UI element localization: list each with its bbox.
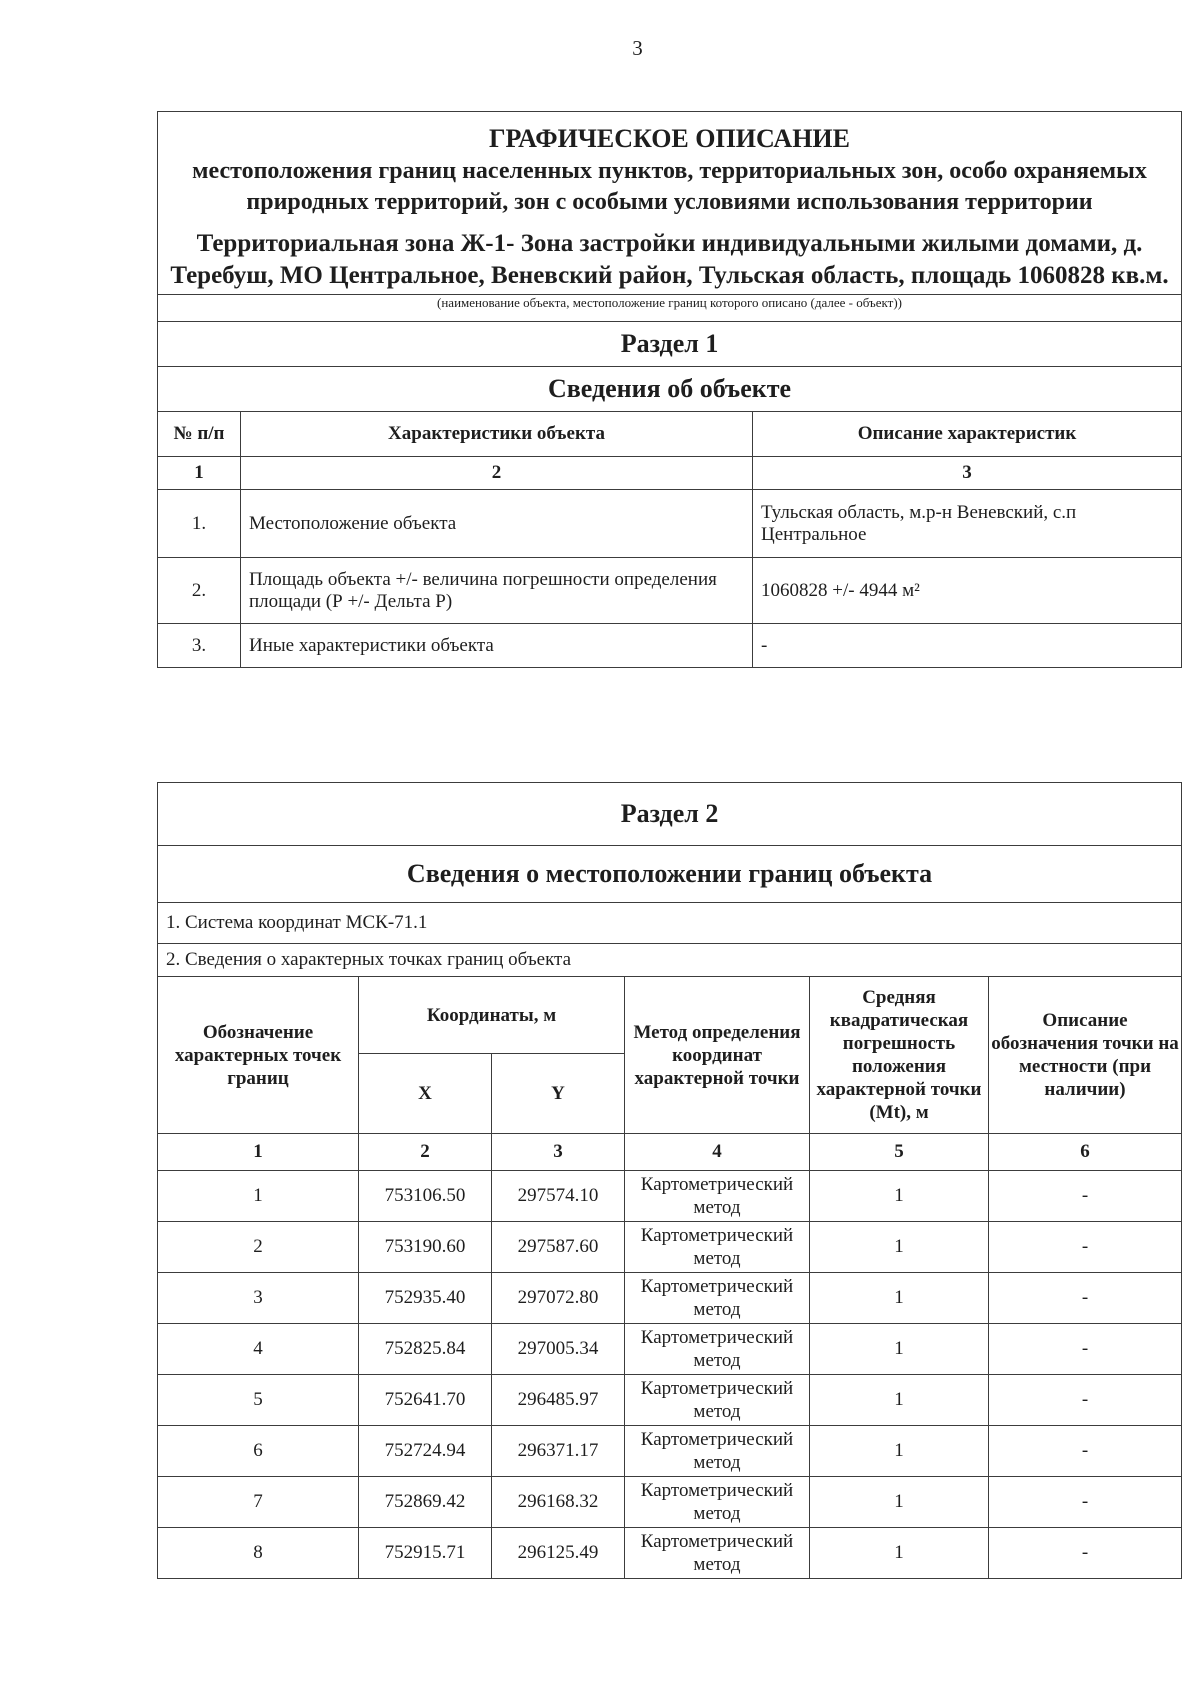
col-description-header: Описание обозначения точки на местности (при наличии) <box>989 977 1182 1134</box>
row-number: 3. <box>158 624 241 668</box>
table-row <box>158 490 1182 558</box>
s2-col-index: 6 <box>989 1134 1182 1171</box>
page-number: 3 <box>632 36 643 60</box>
s2-col-index: 5 <box>810 1134 989 1171</box>
point-y: 296485.97 <box>492 1375 625 1426</box>
point-description: - <box>989 1222 1182 1273</box>
point-y: 297005.34 <box>492 1324 625 1375</box>
point-method: Картометрический метод <box>625 1222 810 1273</box>
table-row <box>158 558 1182 624</box>
point-x: 753190.60 <box>359 1222 492 1273</box>
point-id: 8 <box>158 1528 359 1579</box>
row-description: 1060828 +/- 4944 м² <box>753 558 1182 624</box>
point-method: Картометрический метод <box>625 1171 810 1222</box>
point-description: - <box>989 1426 1182 1477</box>
document-header <box>158 112 1182 295</box>
point-x: 752641.70 <box>359 1375 492 1426</box>
point-description: - <box>989 1477 1182 1528</box>
section2-title: Сведения о местоположении границ объекта <box>158 846 1182 903</box>
point-id: 5 <box>158 1375 359 1426</box>
point-accuracy: 1 <box>810 1375 989 1426</box>
col-x-header: X <box>359 1054 492 1134</box>
point-accuracy: 1 <box>810 1477 989 1528</box>
point-description: - <box>989 1171 1182 1222</box>
document-subtitle: местоположения границ населенных пунктов, территориальных зон, особо охраняемых природных территорий, зон с особыми условиями использования территории <box>192 158 1147 215</box>
table-row <box>158 1528 1182 1579</box>
point-y: 297587.60 <box>492 1222 625 1273</box>
table-row <box>158 1324 1182 1375</box>
s1-col-description-header: Описание характеристик <box>753 412 1182 457</box>
row-characteristic: Площадь объекта +/- величина погрешности определения площади (Р +/- Дельта Р) <box>241 558 753 624</box>
point-accuracy: 1 <box>810 1273 989 1324</box>
table-row <box>158 624 1182 668</box>
s1-col-index: 2 <box>241 457 753 490</box>
point-method: Картометрический метод <box>625 1426 810 1477</box>
col-designation-header: Обозначение характерных точек границ <box>158 977 359 1134</box>
point-description: - <box>989 1273 1182 1324</box>
boundary-location-table <box>157 782 1182 1579</box>
s1-col-characteristic-header: Характеристики объекта <box>241 412 753 457</box>
section1-label: Раздел 1 <box>158 322 1182 367</box>
row-number: 2. <box>158 558 241 624</box>
point-accuracy: 1 <box>810 1426 989 1477</box>
section2-label: Раздел 2 <box>158 783 1182 846</box>
point-id: 7 <box>158 1477 359 1528</box>
col-accuracy-header: Средняя квадратическая погрешность положения характерной точки (Mt), м <box>810 977 989 1134</box>
point-y: 296125.49 <box>492 1528 625 1579</box>
point-id: 3 <box>158 1273 359 1324</box>
point-x: 752724.94 <box>359 1426 492 1477</box>
s2-col-index: 2 <box>359 1134 492 1171</box>
point-y: 297072.80 <box>492 1273 625 1324</box>
point-id: 2 <box>158 1222 359 1273</box>
point-id: 6 <box>158 1426 359 1477</box>
point-x: 752935.40 <box>359 1273 492 1324</box>
point-accuracy: 1 <box>810 1222 989 1273</box>
point-y: 296168.32 <box>492 1477 625 1528</box>
row-characteristic: Иные характеристики объекта <box>241 624 753 668</box>
point-method: Картометрический метод <box>625 1273 810 1324</box>
point-x: 752915.71 <box>359 1528 492 1579</box>
point-x: 752869.42 <box>359 1477 492 1528</box>
point-description: - <box>989 1324 1182 1375</box>
point-x: 752825.84 <box>359 1324 492 1375</box>
point-description: - <box>989 1375 1182 1426</box>
table-row <box>158 1273 1182 1324</box>
object-description-table <box>157 111 1182 668</box>
object-name-note: (наименование объекта, местоположение границ которого описано (далее - объект)) <box>158 295 1182 322</box>
col-method-header: Метод определения координат характерной точки <box>625 977 810 1134</box>
point-y: 297574.10 <box>492 1171 625 1222</box>
table-row <box>158 1171 1182 1222</box>
point-method: Картометрический метод <box>625 1477 810 1528</box>
s2-col-index: 4 <box>625 1134 810 1171</box>
coordinate-system: 1. Система координат МСК-71.1 <box>158 903 1182 944</box>
col-y-header: Y <box>492 1054 625 1134</box>
points-heading: 2. Сведения о характерных точках границ объекта <box>158 944 1182 977</box>
table-row <box>158 1477 1182 1528</box>
table-row <box>158 1222 1182 1273</box>
col-coordinates-header: Координаты, м <box>359 977 625 1054</box>
point-description: - <box>989 1528 1182 1579</box>
point-accuracy: 1 <box>810 1171 989 1222</box>
point-y: 296371.17 <box>492 1426 625 1477</box>
point-accuracy: 1 <box>810 1528 989 1579</box>
point-method: Картометрический метод <box>625 1324 810 1375</box>
s1-col-index: 1 <box>158 457 241 490</box>
point-id: 4 <box>158 1324 359 1375</box>
point-x: 753106.50 <box>359 1171 492 1222</box>
s1-col-number-header: № п/п <box>158 412 241 457</box>
s2-col-index: 3 <box>492 1134 625 1171</box>
document-title: ГРАФИЧЕСКОЕ ОПИСАНИЕ <box>489 124 850 153</box>
section1-title: Сведения об объекте <box>158 367 1182 412</box>
row-description: Тульская область, м.р-н Веневский, с.п Центральное <box>753 490 1182 558</box>
table-row <box>158 1375 1182 1426</box>
row-number: 1. <box>158 490 241 558</box>
row-description: - <box>753 624 1182 668</box>
point-accuracy: 1 <box>810 1324 989 1375</box>
row-characteristic: Местоположение объекта <box>241 490 753 558</box>
s2-col-index: 1 <box>158 1134 359 1171</box>
s1-col-index: 3 <box>753 457 1182 490</box>
point-id: 1 <box>158 1171 359 1222</box>
table-row <box>158 1426 1182 1477</box>
point-method: Картометрический метод <box>625 1528 810 1579</box>
object-name: Территориальная зона Ж-1- Зона застройки индивидуальными жилыми домами, д. Теребуш, МО Центральное, Веневский район, Тульская область, площадь 1060828 кв.м. <box>170 230 1169 289</box>
point-method: Картометрический метод <box>625 1375 810 1426</box>
